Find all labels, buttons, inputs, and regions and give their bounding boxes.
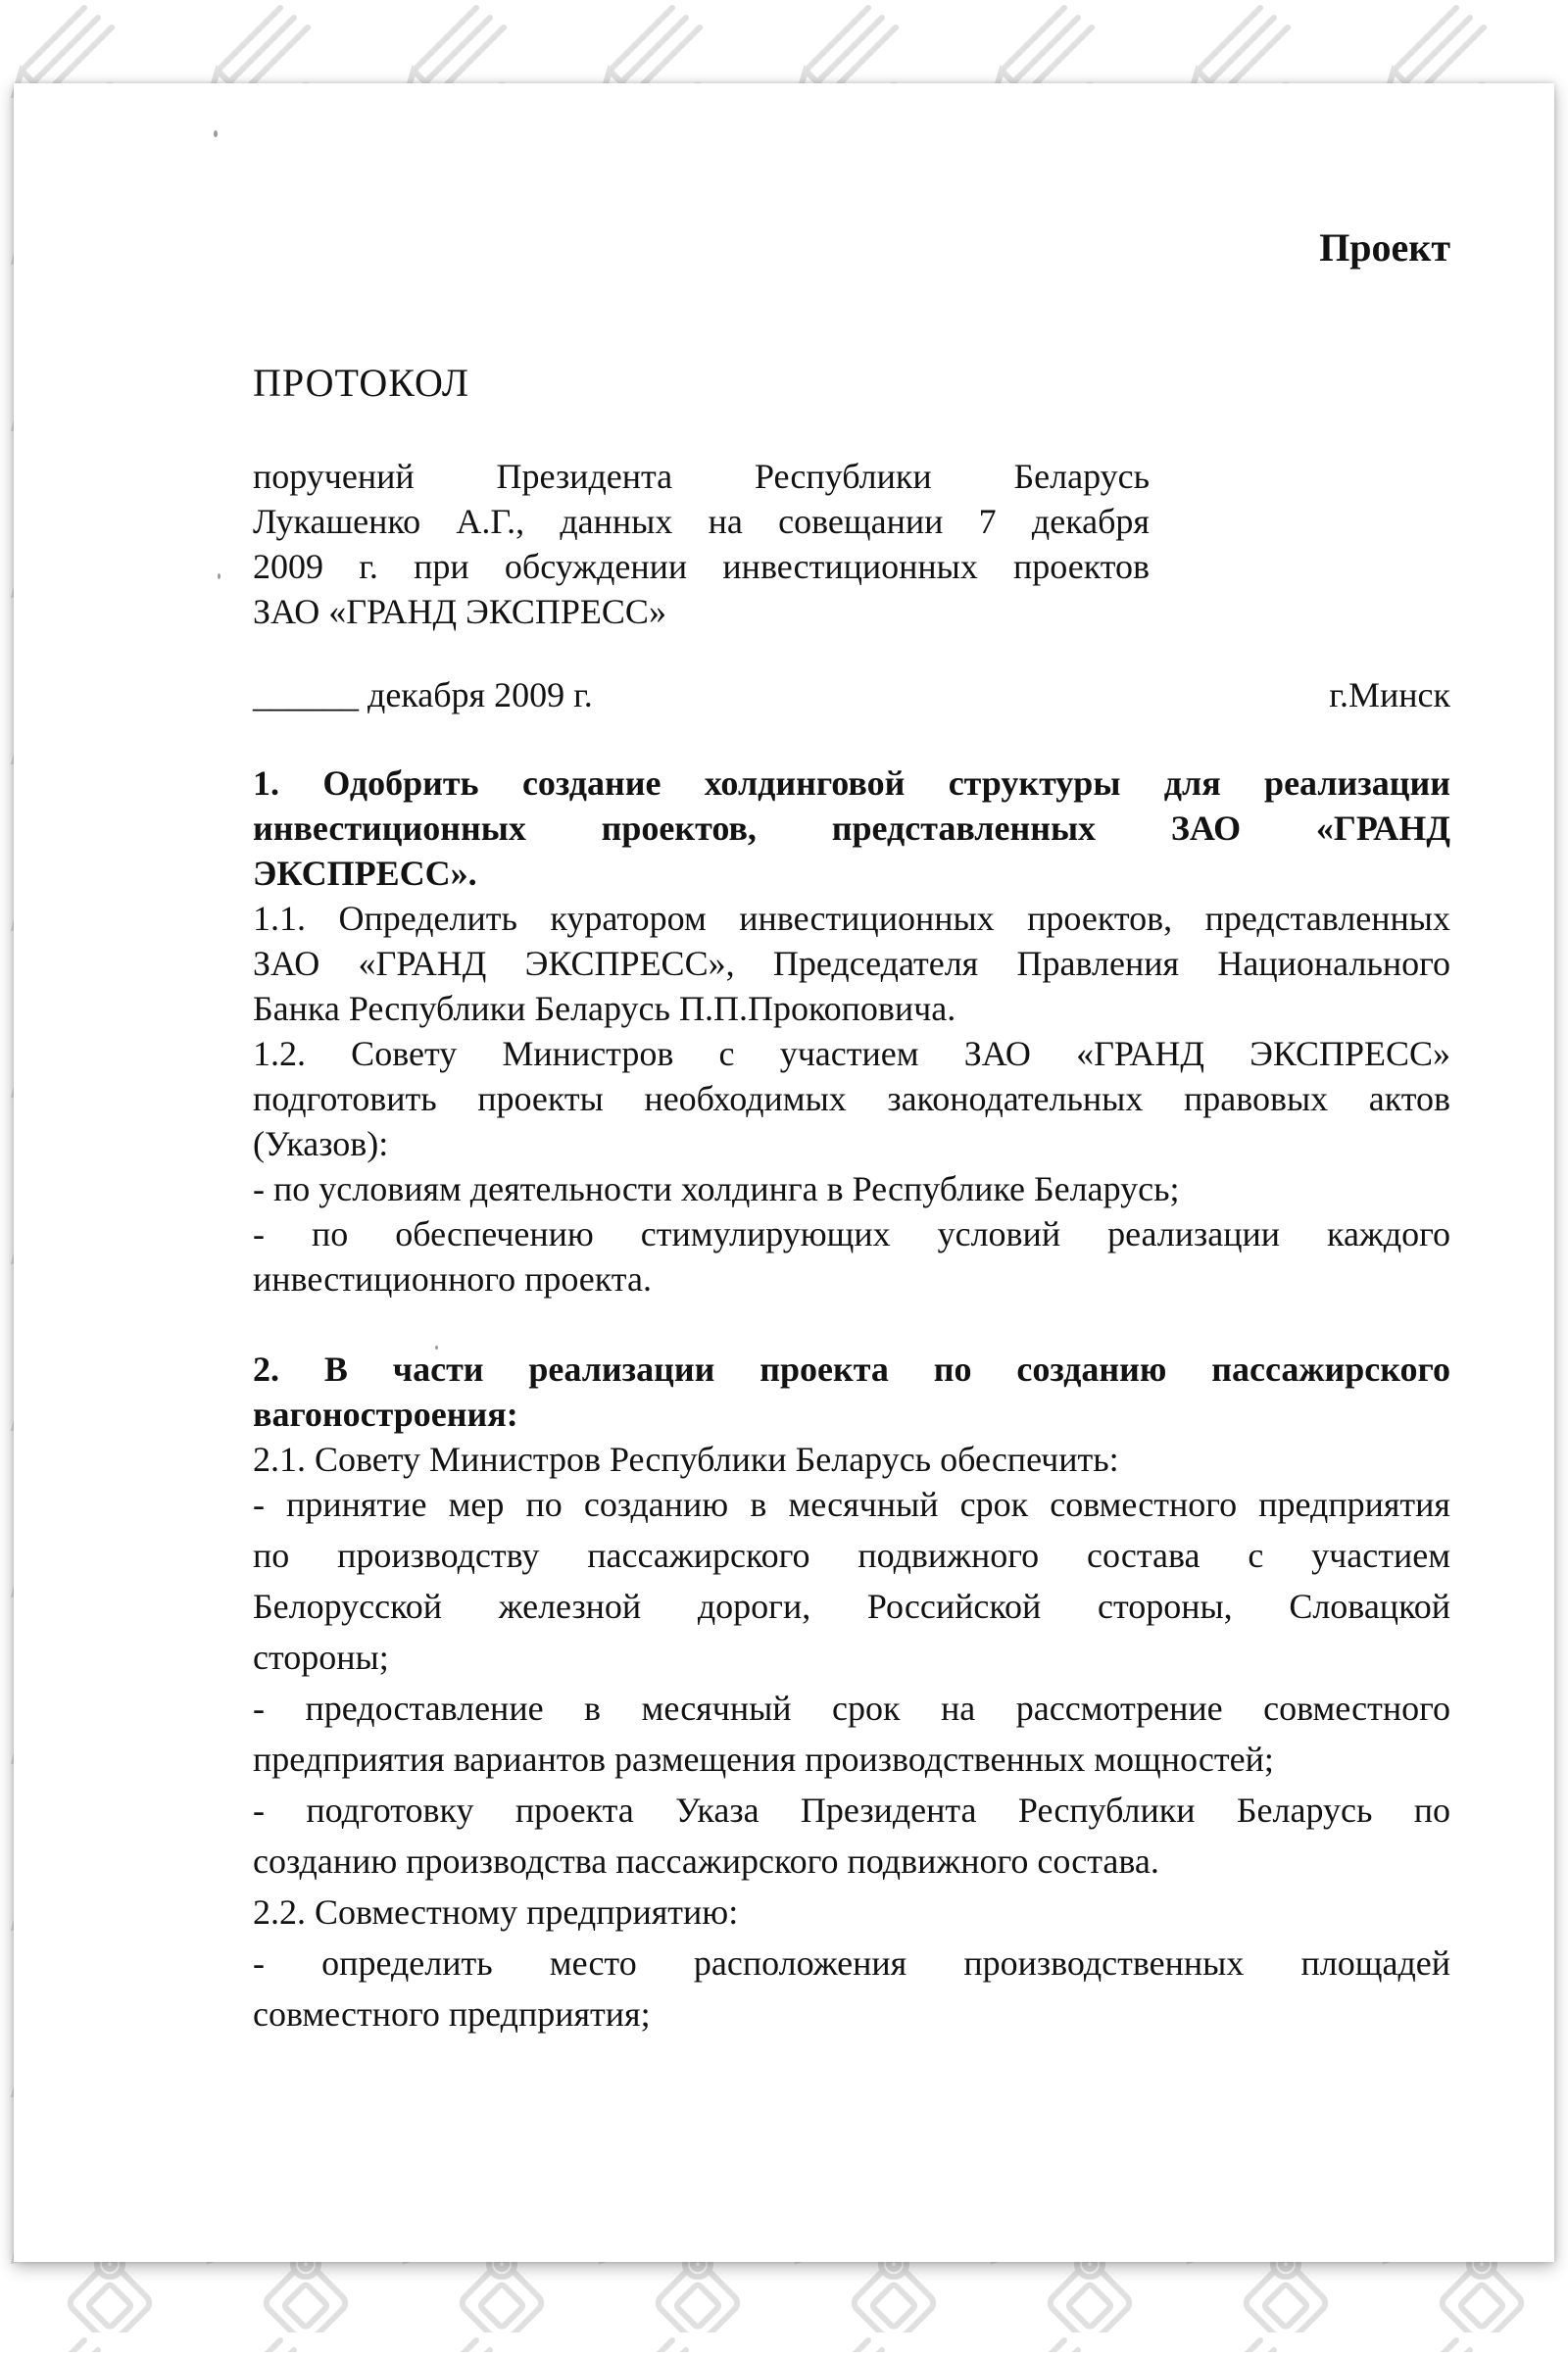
bullet-stimulating-conditions bbox=[253, 1211, 1450, 1301]
text-line: ЗАО «ГРАНД ЭКСПРЕСС», Председателя Правления Национального bbox=[253, 944, 1450, 983]
stamp-text: Проект bbox=[1319, 225, 1450, 270]
text-line: инвестиционных проектов, представленных ЗАО «ГРАНД bbox=[253, 809, 1450, 848]
intro-paragraph bbox=[253, 454, 1150, 634]
text-line: ЗАО «ГРАНД ЭКСПРЕСС» bbox=[253, 592, 666, 631]
bullet-site-location bbox=[253, 1938, 1450, 2039]
clause-1-1 bbox=[253, 896, 1450, 1031]
text-line: Банка Республики Беларусь П.П.Прокоповича. bbox=[253, 989, 956, 1028]
text-line: (Указов): bbox=[253, 1124, 389, 1163]
scan-speck bbox=[214, 130, 218, 137]
text-line: стороны; bbox=[253, 1638, 389, 1677]
date-text: декабря 2009 г. bbox=[359, 675, 593, 714]
scan-speck bbox=[218, 573, 220, 579]
text-line: 1.2. Совету Министров с участием ЗАО «ГРАНД ЭКСПРЕСС» bbox=[253, 1034, 1450, 1073]
text-line: - подготовку проекта Указа Президента Республики Беларусь по bbox=[253, 1791, 1450, 1830]
date-line bbox=[253, 672, 1450, 717]
text-line: предприятия вариантов размещения производственных мощностей; bbox=[253, 1740, 1274, 1779]
title-text: ПРОТОКОЛ bbox=[253, 361, 470, 405]
clause-2-1 bbox=[253, 1437, 1450, 1482]
city-text: г.Минск bbox=[1329, 675, 1450, 714]
scan-speck bbox=[435, 1346, 438, 1350]
text-line: поручений Президента Республики Беларусь bbox=[253, 457, 1150, 496]
page-title bbox=[253, 361, 1450, 406]
bullet-decree-draft bbox=[253, 1785, 1450, 1887]
bullet-joint-venture-creation bbox=[253, 1479, 1450, 1683]
text-line: созданию производства пассажирского подвижного состава. bbox=[253, 1841, 1159, 1881]
text-line: 1. Одобрить создание холдинговой структуры для реализации bbox=[253, 763, 1450, 803]
text-line: 2.2. Совместному предприятию: bbox=[253, 1892, 739, 1932]
clause-1-2 bbox=[253, 1031, 1450, 1166]
section-1-heading bbox=[253, 761, 1450, 896]
blank-underline: ______ bbox=[253, 675, 359, 714]
document-page bbox=[14, 83, 1554, 2262]
text-line: 2.1. Совету Министров Республики Беларусь обеспечить: bbox=[253, 1440, 1119, 1479]
text-line: - определить место расположения производственных площадей bbox=[253, 1943, 1450, 1983]
text-line: - по условиям деятельности холдинга в Республике Беларусь; bbox=[253, 1169, 1180, 1208]
date-left bbox=[253, 672, 593, 717]
stamp-project bbox=[253, 226, 1450, 270]
section-2-heading bbox=[253, 1347, 1450, 1437]
text-line: подготовить проекты необходимых законодательных правовых актов bbox=[253, 1079, 1450, 1118]
text-line: 2. В части реализации проекта по созданию пассажирского bbox=[253, 1350, 1450, 1389]
bullet-capacity-placement bbox=[253, 1683, 1450, 1785]
text-line: совместного предприятия; bbox=[253, 1994, 651, 2034]
text-line: - принятие мер по созданию в месячный срок совместного предприятия bbox=[253, 1485, 1450, 1524]
text-line: - предоставление в месячный срок на рассмотрение совместного bbox=[253, 1689, 1450, 1728]
text-line: по производству пассажирского подвижного состава с участием bbox=[253, 1536, 1450, 1575]
text-line: 1.1. Определить куратором инвестиционных проектов, представленных bbox=[253, 899, 1450, 938]
bullet-holding-conditions bbox=[253, 1166, 1450, 1211]
text-line: - по обеспечению стимулирующих условий реализации каждого bbox=[253, 1214, 1450, 1253]
text-line: Белорусской железной дороги, Российской стороны, Словацкой bbox=[253, 1587, 1450, 1626]
clause-2-2 bbox=[253, 1887, 1450, 1938]
text-line: вагоностроения: bbox=[253, 1395, 518, 1434]
text-line: 2009 г. при обсуждении инвестиционных проектов bbox=[253, 547, 1150, 586]
text-line: ЭКСПРЕСС». bbox=[253, 854, 477, 893]
text-line: Лукашенко А.Г., данных на совещании 7 декабря bbox=[253, 502, 1150, 541]
text-line: инвестиционного проекта. bbox=[253, 1259, 652, 1299]
